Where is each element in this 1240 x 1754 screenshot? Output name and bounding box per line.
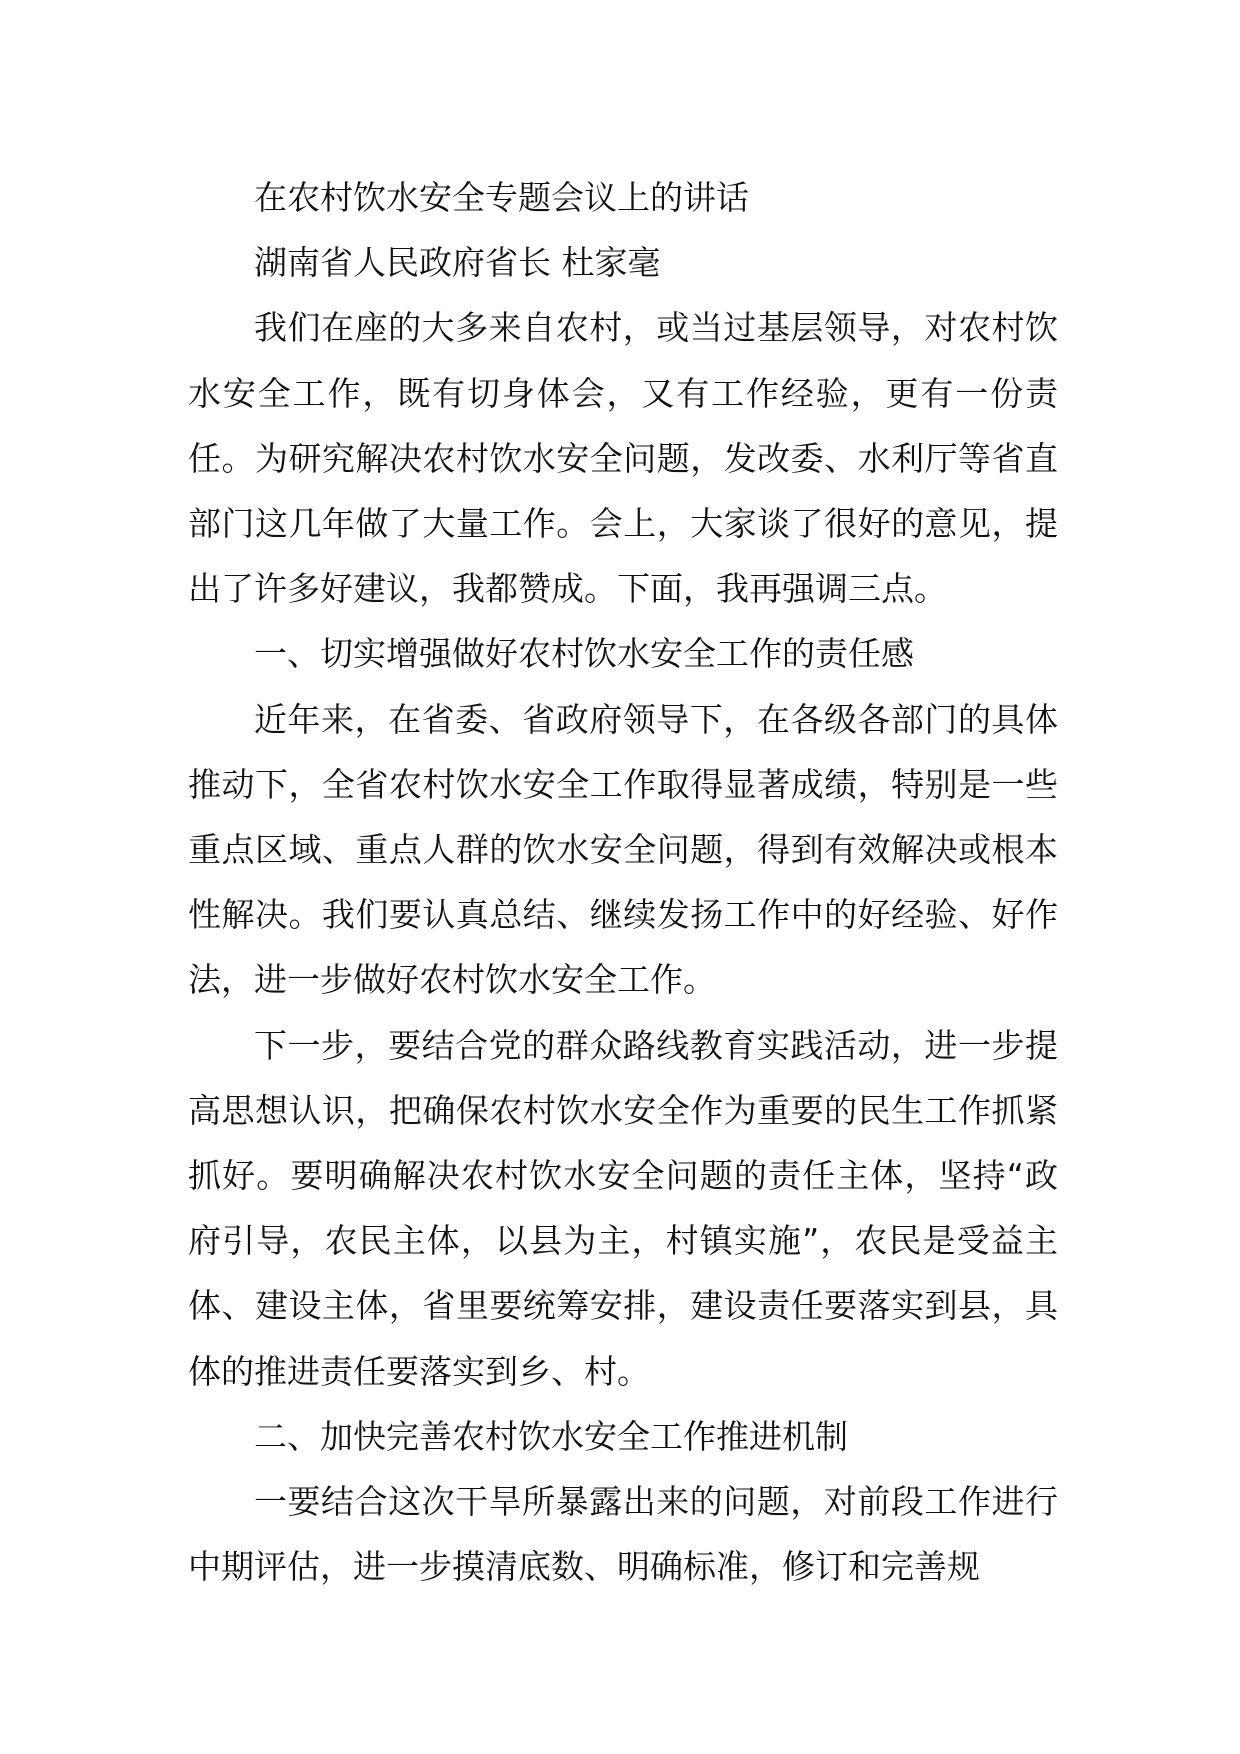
paragraph-intro: 我们在座的大多来自农村，或当过基层领导，对农村饮水安全工作，既有切身体会，又有工作经验，更有一份责任。为研究解决农村饮水安全问题，发改委、水利厅等省直部门这几年做了大量工作。会上，大家谈了很好的意见，提出了许多好建议，我都赞成。下面，我再强调三点。 xyxy=(188,308,1058,609)
document-title: 在农村饮水安全专题会议上的讲话 xyxy=(254,178,749,217)
section-heading-1: 一、切实增强做好农村饮水安全工作的责任感 xyxy=(254,634,914,674)
document-body xyxy=(188,165,1058,1599)
section-heading-2: 二、加快完善农村饮水安全工作推进机制 xyxy=(254,1416,848,1456)
paragraph-achievements: 近年来，在省委、省政府领导下，在各级各部门的具体推动下，全省农村饮水安全工作取得显著成绩，特别是一些重点区域、重点人群的饮水安全问题，得到有效解决或根本性解决。我们要认真总结、继续发扬工作中的好经验、好作法，进一步做好农村饮水安全工作。 xyxy=(188,699,1058,1000)
document-author: 湖南省人民政府省长 杜家毫 xyxy=(254,243,661,283)
paragraph-next-steps: 下一步，要结合党的群众路线教育实践活动，进一步提高思想认识，把确保农村饮水安全作为重要的民生工作抓紧抓好。要明确解决农村饮水安全问题的责任主体，坚持“政府引导，农民主体，以县为主，村镇实施”，农民是受益主体、建设主体，省里要统筹安排，建设责任要落实到县，具体的推进责任要落实到乡、村。 xyxy=(188,1025,1058,1391)
paragraph-evaluation: 一要结合这次干旱所暴露出来的问题，对前段工作进行中期评估，进一步摸清底数、明确标准，修订和完善规 xyxy=(188,1482,1058,1587)
